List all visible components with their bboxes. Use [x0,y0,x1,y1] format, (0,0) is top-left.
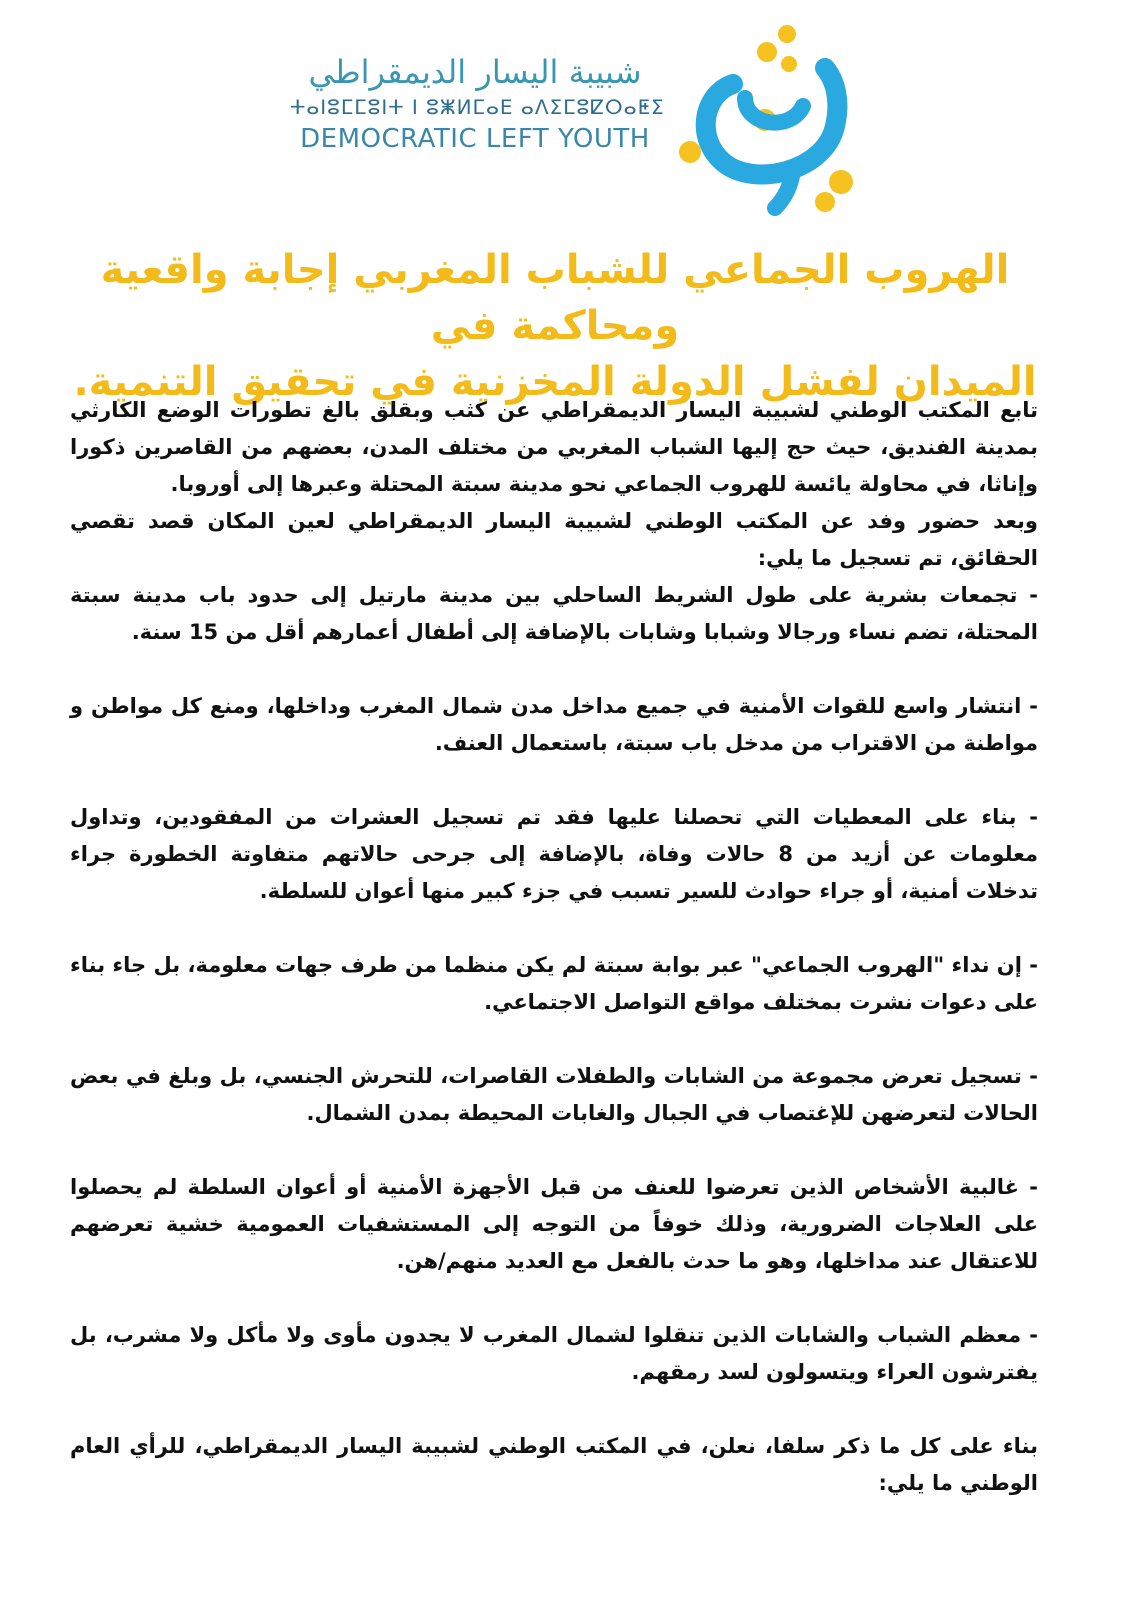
organization-name-block [290,52,665,156]
organization-name-latin: DEMOCRATIC LEFT YOUTH [300,124,650,154]
paragraph-security-forces: - انتشار واسع للقوات الأمنية في جميع مداخل مدن شمال المغرب وداخلها، ومنع كل مواطن و مواطنة من الاقتراب من مدخل باب سبتة، باستعمال العنف. [70,694,1038,755]
paragraph-intro: تابع المكتب الوطني لشبيبة اليسار الديمقراطي عن كثب وبقلق بالغ تطورات الوضع الكارثي بمدينة الفنديق، حيث حج إليها الشباب المغربي من مختلف المدن، بعضهم من القاصرين ذكورا وإناثا، في محاولة يائسة للهروب الجماعي نحو مدينة سبتة المحتلة وعبرها إلى أوروبا. [70,398,1038,496]
paragraph-shelter: - معظم الشباب والشابات الذين تنقلوا لشمال المغرب لا يجدون مأوى ولا مأكل ولا مشرب، بل يفترشون العراء ويتسولون لسد رمقهم. [70,1323,1038,1384]
organization-name-tifinagh: ⵜⴰⵏⵓⵎⵎⵓⵏⵜ ⵏ ⵓⵥⵍⵎⴰⴹ ⴰⴷⵉⵎⵓⵇⵔⴰⵟⵉ [290,95,665,119]
paragraph-harassment: - تسجيل تعرض مجموعة من الشابات والطفلات القاصرات، للتحرش الجنسي، بل وبلغ في بعض الحالات لتعرضهن للإغتصاب في الجبال والغابات المحيطة بمدن الشمال. [70,1064,1038,1125]
document-body [70,392,1038,1502]
paragraph-medical-care: - غالبية الأشخاص الذين تعرضوا للعنف من قبل الأجهزة الأمنية أو أعوان السلطة لم يحصلوا على العلاجات الضرورية، وذلك خوفاً من التوجه إلى المستشفيات العمومية خشية تعرضهم للاعتقال عند مداخلها، وهو ما حدث بالفعل مع العديد منهم/هن. [70,1175,1038,1273]
document-title [60,242,1050,410]
paragraph-missing-and-deaths: - بناء على المعطيات التي تحصلنا عليها فقد تم تسجيل العشرات من المفقودين، وتداول معلومات عن أزيد من 8 حالات وفاة، بالإضافة إلى جرحى حالاتهم متفاوتة الخطورة جراء تدخلات أمنية، أو جراء حوادث للسير تسبب في جزء كبير منها أعوان للسلطة. [70,805,1038,903]
paragraph-announcement: بناء على كل ما ذكر سلفا، نعلن، في المكتب الوطني لشبيبة اليسار الديمقراطي، للرأي العام الوطني ما يلي: [70,1434,1038,1495]
header [280,22,900,222]
paragraph-social-media-call: - إن نداء "الهروب الجماعي" عبر بوابة سبتة لم يكن منظما من طرف جهات معلومة، بل جاء بناء على دعوات نشرت بمختلف مواقع التواصل الاجتماعي. [70,953,1038,1014]
democratic-left-youth-logo-icon [675,22,875,222]
paragraph-gatherings: - تجمعات بشرية على طول الشريط الساحلي بين مدينة مارتيل إلى حدود باب مدينة سبتة المحتلة، تضم نساء ورجالا وشبابا وشابات بالإضافة إلى أطفال أعمارهم أقل من 15 سنة. [70,583,1038,644]
title-line-1: الهروب الجماعي للشباب المغربي إجابة واقعية ومحاكمة في [100,247,1010,349]
paragraph-delegation: وبعد حضور وفد عن المكتب الوطني لشبيبة اليسار الديمقراطي لعين المكان قصد تقصي الحقائق، تم تسجيل ما يلي: [70,509,1038,570]
title-line-2: الميدان لفشل الدولة المخزنية في تحقيق التنمية. [73,359,1037,405]
organization-name-arabic: شبيبة اليسار الديمقراطي [308,53,642,91]
